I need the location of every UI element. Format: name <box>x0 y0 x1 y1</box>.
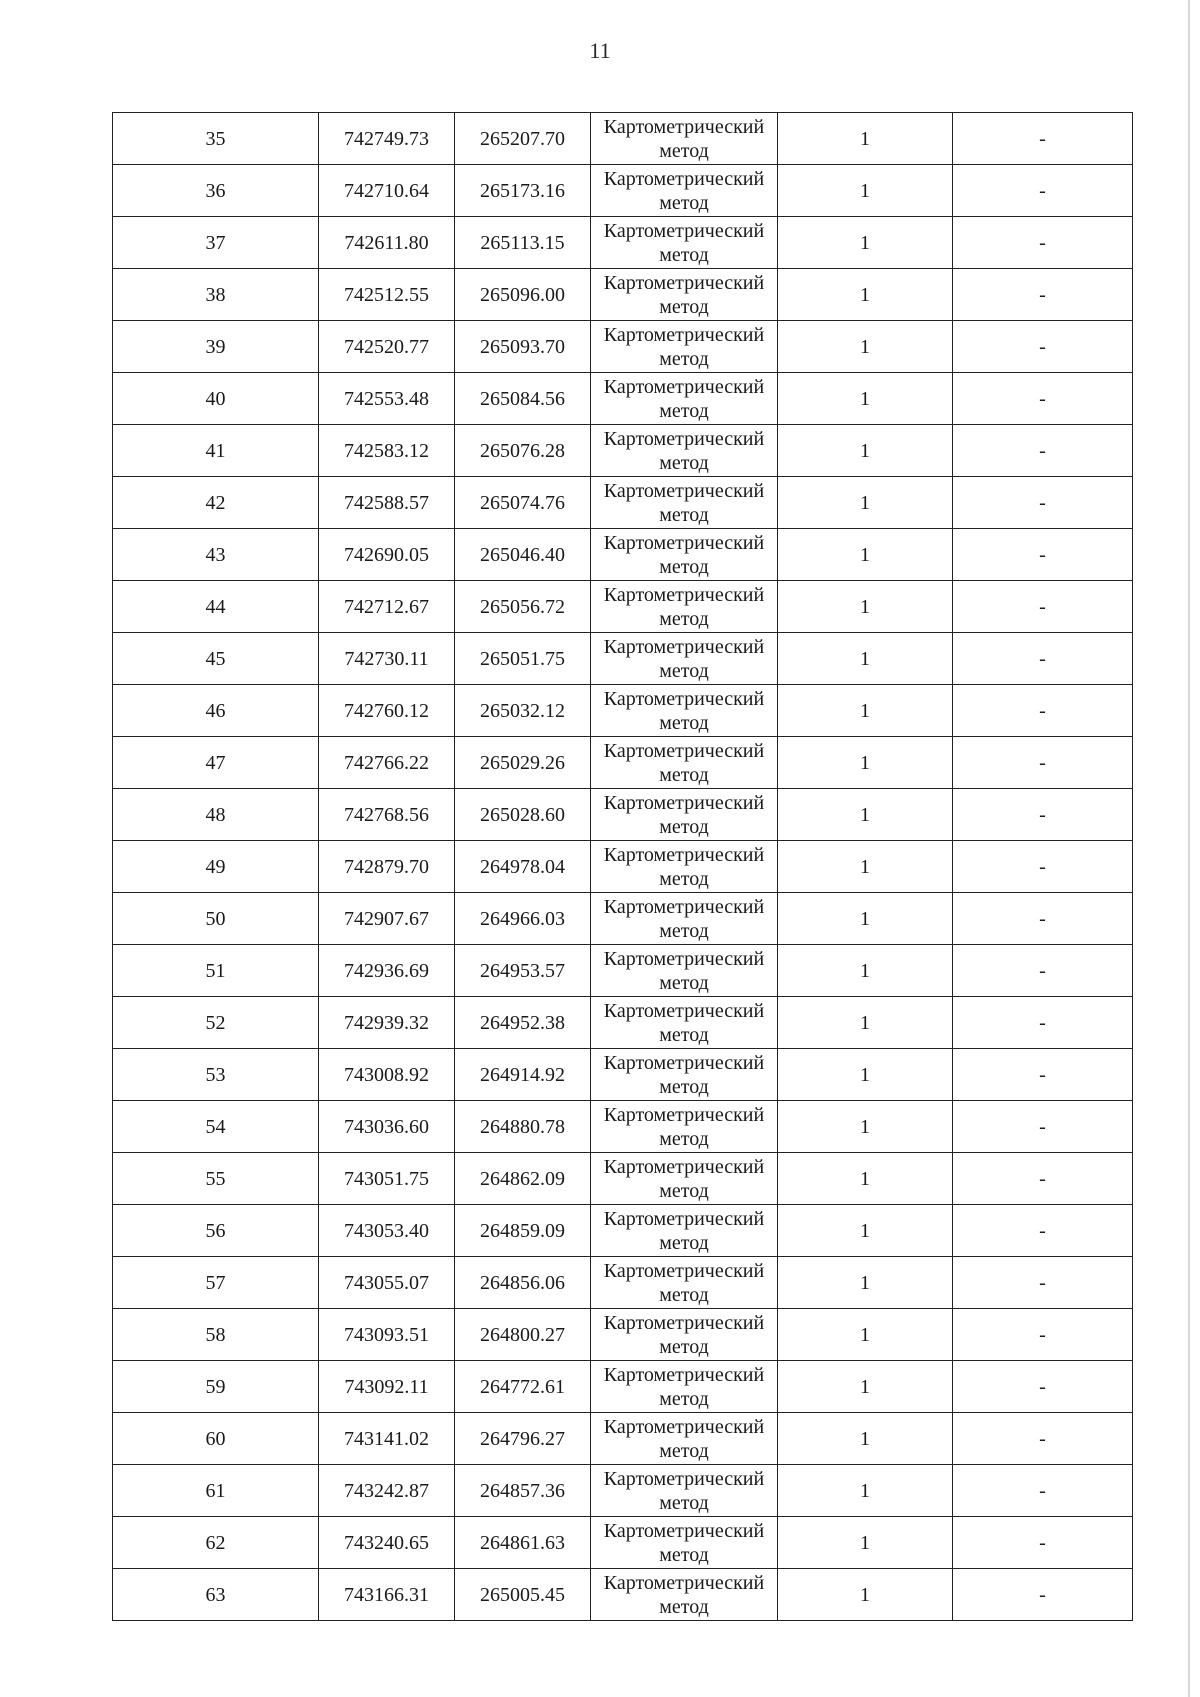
y-coordinate-cell: 264953.57 <box>455 945 591 997</box>
coordinates-table-body <box>113 113 1133 1621</box>
method-name-line1: Картометрический <box>603 220 765 242</box>
point-number-cell: 44 <box>113 581 319 633</box>
accuracy-cell: 1 <box>778 581 953 633</box>
x-coordinate-cell: 742766.22 <box>319 737 455 789</box>
note-cell: - <box>953 581 1133 633</box>
table-row <box>113 1101 1133 1153</box>
method-cell <box>591 633 778 685</box>
method-name-line1: Картометрический <box>603 1000 765 1022</box>
note-cell: - <box>953 1205 1133 1257</box>
table-row <box>113 841 1133 893</box>
y-coordinate-cell: 265056.72 <box>455 581 591 633</box>
method-name-line1: Картометрический <box>603 1468 765 1490</box>
method-name-line1: Картометрический <box>603 896 765 918</box>
y-coordinate-cell: 264914.92 <box>455 1049 591 1101</box>
point-number-cell: 43 <box>113 529 319 581</box>
method-name-line2: метод <box>659 1388 709 1410</box>
table-row <box>113 893 1133 945</box>
method-name-line2: метод <box>659 660 709 682</box>
note-cell: - <box>953 737 1133 789</box>
y-coordinate-cell: 264772.61 <box>455 1361 591 1413</box>
x-coordinate-cell: 742749.73 <box>319 113 455 165</box>
x-coordinate-cell: 742939.32 <box>319 997 455 1049</box>
point-number-cell: 52 <box>113 997 319 1049</box>
method-name-line1: Картометрический <box>603 116 765 138</box>
accuracy-cell: 1 <box>778 321 953 373</box>
table-row <box>113 1413 1133 1465</box>
method-cell <box>591 425 778 477</box>
coordinates-table <box>112 112 1133 1621</box>
y-coordinate-cell: 264978.04 <box>455 841 591 893</box>
accuracy-cell: 1 <box>778 1413 953 1465</box>
table-row <box>113 633 1133 685</box>
y-coordinate-cell: 264880.78 <box>455 1101 591 1153</box>
method-cell <box>591 997 778 1049</box>
note-cell: - <box>953 1517 1133 1569</box>
method-name-line1: Картометрический <box>603 1364 765 1386</box>
accuracy-cell: 1 <box>778 841 953 893</box>
accuracy-cell: 1 <box>778 1517 953 1569</box>
y-coordinate-cell: 265046.40 <box>455 529 591 581</box>
x-coordinate-cell: 743240.65 <box>319 1517 455 1569</box>
method-cell <box>591 841 778 893</box>
method-name-line1: Картометрический <box>603 324 765 346</box>
method-name-line2: метод <box>659 348 709 370</box>
method-cell <box>591 945 778 997</box>
accuracy-cell: 1 <box>778 1257 953 1309</box>
x-coordinate-cell: 743053.40 <box>319 1205 455 1257</box>
table-row <box>113 1569 1133 1621</box>
note-cell: - <box>953 1465 1133 1517</box>
note-cell: - <box>953 945 1133 997</box>
x-coordinate-cell: 743141.02 <box>319 1413 455 1465</box>
method-name-line1: Картометрический <box>603 740 765 762</box>
accuracy-cell: 1 <box>778 477 953 529</box>
accuracy-cell: 1 <box>778 1569 953 1621</box>
table-row <box>113 113 1133 165</box>
note-cell: - <box>953 1569 1133 1621</box>
method-name-line2: метод <box>659 1076 709 1098</box>
x-coordinate-cell: 743092.11 <box>319 1361 455 1413</box>
method-cell <box>591 1413 778 1465</box>
table-row <box>113 1309 1133 1361</box>
y-coordinate-cell: 265028.60 <box>455 789 591 841</box>
method-name-line1: Картометрический <box>603 1520 765 1542</box>
method-cell <box>591 1517 778 1569</box>
point-number-cell: 56 <box>113 1205 319 1257</box>
y-coordinate-cell: 265029.26 <box>455 737 591 789</box>
note-cell: - <box>953 1049 1133 1101</box>
note-cell: - <box>953 321 1133 373</box>
note-cell: - <box>953 893 1133 945</box>
accuracy-cell: 1 <box>778 997 953 1049</box>
note-cell: - <box>953 1257 1133 1309</box>
x-coordinate-cell: 742512.55 <box>319 269 455 321</box>
note-cell: - <box>953 373 1133 425</box>
note-cell: - <box>953 1153 1133 1205</box>
method-name-line2: метод <box>659 556 709 578</box>
note-cell: - <box>953 217 1133 269</box>
table-row <box>113 217 1133 269</box>
point-number-cell: 63 <box>113 1569 319 1621</box>
method-name-line1: Картометрический <box>603 168 765 190</box>
table-row <box>113 477 1133 529</box>
y-coordinate-cell: 265005.45 <box>455 1569 591 1621</box>
method-name-line2: метод <box>659 1544 709 1566</box>
accuracy-cell: 1 <box>778 1153 953 1205</box>
point-number-cell: 40 <box>113 373 319 425</box>
method-name-line2: метод <box>659 296 709 318</box>
point-number-cell: 37 <box>113 217 319 269</box>
method-name-line2: метод <box>659 868 709 890</box>
accuracy-cell: 1 <box>778 685 953 737</box>
method-name-line2: метод <box>659 764 709 786</box>
accuracy-cell: 1 <box>778 1049 953 1101</box>
x-coordinate-cell: 742583.12 <box>319 425 455 477</box>
method-cell <box>591 1257 778 1309</box>
point-number-cell: 58 <box>113 1309 319 1361</box>
method-cell <box>591 1049 778 1101</box>
method-name-line2: метод <box>659 712 709 734</box>
point-number-cell: 54 <box>113 1101 319 1153</box>
method-cell <box>591 1101 778 1153</box>
note-cell: - <box>953 789 1133 841</box>
method-name-line2: метод <box>659 608 709 630</box>
accuracy-cell: 1 <box>778 789 953 841</box>
note-cell: - <box>953 425 1133 477</box>
point-number-cell: 53 <box>113 1049 319 1101</box>
table-row <box>113 373 1133 425</box>
method-name-line1: Картометрический <box>603 1156 765 1178</box>
method-cell <box>591 893 778 945</box>
x-coordinate-cell: 742907.67 <box>319 893 455 945</box>
accuracy-cell: 1 <box>778 893 953 945</box>
point-number-cell: 62 <box>113 1517 319 1569</box>
x-coordinate-cell: 743242.87 <box>319 1465 455 1517</box>
y-coordinate-cell: 264856.06 <box>455 1257 591 1309</box>
method-cell <box>591 1309 778 1361</box>
method-name-line2: метод <box>659 140 709 162</box>
method-name-line2: метод <box>659 1180 709 1202</box>
x-coordinate-cell: 742710.64 <box>319 165 455 217</box>
method-name-line1: Картометрический <box>603 532 765 554</box>
point-number-cell: 41 <box>113 425 319 477</box>
y-coordinate-cell: 265032.12 <box>455 685 591 737</box>
x-coordinate-cell: 742520.77 <box>319 321 455 373</box>
table-row <box>113 1517 1133 1569</box>
method-name-line1: Картометрический <box>603 636 765 658</box>
method-name-line1: Картометрический <box>603 1572 765 1594</box>
table-row <box>113 997 1133 1049</box>
note-cell: - <box>953 113 1133 165</box>
method-name-line2: метод <box>659 920 709 942</box>
table-row <box>113 1049 1133 1101</box>
note-cell: - <box>953 165 1133 217</box>
method-cell <box>591 373 778 425</box>
note-cell: - <box>953 477 1133 529</box>
point-number-cell: 49 <box>113 841 319 893</box>
method-name-line2: метод <box>659 1232 709 1254</box>
note-cell: - <box>953 997 1133 1049</box>
method-name-line1: Картометрический <box>603 688 765 710</box>
method-cell <box>591 217 778 269</box>
table-row <box>113 529 1133 581</box>
method-cell <box>591 529 778 581</box>
method-name-line2: метод <box>659 1024 709 1046</box>
y-coordinate-cell: 265093.70 <box>455 321 591 373</box>
accuracy-cell: 1 <box>778 1101 953 1153</box>
x-coordinate-cell: 743055.07 <box>319 1257 455 1309</box>
method-cell <box>591 321 778 373</box>
x-coordinate-cell: 742588.57 <box>319 477 455 529</box>
method-name-line1: Картометрический <box>603 1208 765 1230</box>
point-number-cell: 55 <box>113 1153 319 1205</box>
table-row <box>113 1205 1133 1257</box>
accuracy-cell: 1 <box>778 217 953 269</box>
x-coordinate-cell: 742936.69 <box>319 945 455 997</box>
method-name-line2: метод <box>659 400 709 422</box>
method-name-line1: Картометрический <box>603 792 765 814</box>
method-name-line2: метод <box>659 1492 709 1514</box>
table-row <box>113 1361 1133 1413</box>
table-row <box>113 321 1133 373</box>
accuracy-cell: 1 <box>778 165 953 217</box>
method-cell <box>591 789 778 841</box>
y-coordinate-cell: 264952.38 <box>455 997 591 1049</box>
method-cell <box>591 165 778 217</box>
method-name-line1: Картометрический <box>603 948 765 970</box>
method-name-line1: Картометрический <box>603 1260 765 1282</box>
method-name-line2: метод <box>659 1440 709 1462</box>
note-cell: - <box>953 1309 1133 1361</box>
method-name-line2: метод <box>659 504 709 526</box>
table-row <box>113 737 1133 789</box>
table-row <box>113 789 1133 841</box>
point-number-cell: 39 <box>113 321 319 373</box>
y-coordinate-cell: 265173.16 <box>455 165 591 217</box>
method-name-line2: метод <box>659 972 709 994</box>
note-cell: - <box>953 1101 1133 1153</box>
table-row <box>113 945 1133 997</box>
method-name-line1: Картометрический <box>603 1104 765 1126</box>
table-row <box>113 1465 1133 1517</box>
page-edge-shadow <box>1188 0 1190 1697</box>
y-coordinate-cell: 265096.00 <box>455 269 591 321</box>
method-name-line1: Картометрический <box>603 376 765 398</box>
x-coordinate-cell: 743166.31 <box>319 1569 455 1621</box>
y-coordinate-cell: 264800.27 <box>455 1309 591 1361</box>
method-name-line1: Картометрический <box>603 1052 765 1074</box>
x-coordinate-cell: 743051.75 <box>319 1153 455 1205</box>
y-coordinate-cell: 265113.15 <box>455 217 591 269</box>
method-cell <box>591 477 778 529</box>
accuracy-cell: 1 <box>778 1309 953 1361</box>
table-row <box>113 165 1133 217</box>
method-cell <box>591 737 778 789</box>
y-coordinate-cell: 264861.63 <box>455 1517 591 1569</box>
accuracy-cell: 1 <box>778 945 953 997</box>
page-number: 11 <box>589 38 611 63</box>
point-number-cell: 38 <box>113 269 319 321</box>
point-number-cell: 59 <box>113 1361 319 1413</box>
table-row <box>113 425 1133 477</box>
point-number-cell: 36 <box>113 165 319 217</box>
method-name-line1: Картометрический <box>603 844 765 866</box>
table-row <box>113 1153 1133 1205</box>
x-coordinate-cell: 743008.92 <box>319 1049 455 1101</box>
method-name-line1: Картометрический <box>603 428 765 450</box>
accuracy-cell: 1 <box>778 269 953 321</box>
method-name-line2: метод <box>659 1596 709 1618</box>
accuracy-cell: 1 <box>778 113 953 165</box>
y-coordinate-cell: 264796.27 <box>455 1413 591 1465</box>
x-coordinate-cell: 742690.05 <box>319 529 455 581</box>
note-cell: - <box>953 1361 1133 1413</box>
method-cell <box>591 581 778 633</box>
point-number-cell: 60 <box>113 1413 319 1465</box>
point-number-cell: 47 <box>113 737 319 789</box>
y-coordinate-cell: 264966.03 <box>455 893 591 945</box>
method-name-line1: Картометрический <box>603 584 765 606</box>
point-number-cell: 48 <box>113 789 319 841</box>
y-coordinate-cell: 265074.76 <box>455 477 591 529</box>
table-row <box>113 685 1133 737</box>
note-cell: - <box>953 529 1133 581</box>
method-name-line2: метод <box>659 1284 709 1306</box>
point-number-cell: 50 <box>113 893 319 945</box>
x-coordinate-cell: 743093.51 <box>319 1309 455 1361</box>
accuracy-cell: 1 <box>778 1361 953 1413</box>
accuracy-cell: 1 <box>778 373 953 425</box>
method-name-line2: метод <box>659 244 709 266</box>
method-name-line2: метод <box>659 816 709 838</box>
y-coordinate-cell: 265207.70 <box>455 113 591 165</box>
method-name-line2: метод <box>659 452 709 474</box>
point-number-cell: 51 <box>113 945 319 997</box>
y-coordinate-cell: 265084.56 <box>455 373 591 425</box>
x-coordinate-cell: 742611.80 <box>319 217 455 269</box>
y-coordinate-cell: 265051.75 <box>455 633 591 685</box>
table-row <box>113 581 1133 633</box>
note-cell: - <box>953 685 1133 737</box>
x-coordinate-cell: 742730.11 <box>319 633 455 685</box>
accuracy-cell: 1 <box>778 1465 953 1517</box>
table-row <box>113 1257 1133 1309</box>
method-cell <box>591 113 778 165</box>
x-coordinate-cell: 742879.70 <box>319 841 455 893</box>
accuracy-cell: 1 <box>778 1205 953 1257</box>
y-coordinate-cell: 264862.09 <box>455 1153 591 1205</box>
method-cell <box>591 1153 778 1205</box>
x-coordinate-cell: 742553.48 <box>319 373 455 425</box>
y-coordinate-cell: 265076.28 <box>455 425 591 477</box>
method-cell <box>591 1205 778 1257</box>
accuracy-cell: 1 <box>778 529 953 581</box>
method-name-line1: Картометрический <box>603 272 765 294</box>
point-number-cell: 45 <box>113 633 319 685</box>
x-coordinate-cell: 743036.60 <box>319 1101 455 1153</box>
method-cell <box>591 269 778 321</box>
method-cell <box>591 1361 778 1413</box>
x-coordinate-cell: 742768.56 <box>319 789 455 841</box>
method-name-line2: метод <box>659 1336 709 1358</box>
method-name-line1: Картометрический <box>603 480 765 502</box>
accuracy-cell: 1 <box>778 737 953 789</box>
accuracy-cell: 1 <box>778 425 953 477</box>
x-coordinate-cell: 742712.67 <box>319 581 455 633</box>
method-cell <box>591 1569 778 1621</box>
method-name-line2: метод <box>659 192 709 214</box>
point-number-cell: 46 <box>113 685 319 737</box>
point-number-cell: 57 <box>113 1257 319 1309</box>
method-cell <box>591 685 778 737</box>
method-name-line1: Картометрический <box>603 1416 765 1438</box>
y-coordinate-cell: 264859.09 <box>455 1205 591 1257</box>
y-coordinate-cell: 264857.36 <box>455 1465 591 1517</box>
method-name-line1: Картометрический <box>603 1312 765 1334</box>
note-cell: - <box>953 841 1133 893</box>
note-cell: - <box>953 269 1133 321</box>
point-number-cell: 61 <box>113 1465 319 1517</box>
table-row <box>113 269 1133 321</box>
note-cell: - <box>953 1413 1133 1465</box>
note-cell: - <box>953 633 1133 685</box>
method-cell <box>591 1465 778 1517</box>
accuracy-cell: 1 <box>778 633 953 685</box>
method-name-line2: метод <box>659 1128 709 1150</box>
point-number-cell: 42 <box>113 477 319 529</box>
point-number-cell: 35 <box>113 113 319 165</box>
x-coordinate-cell: 742760.12 <box>319 685 455 737</box>
